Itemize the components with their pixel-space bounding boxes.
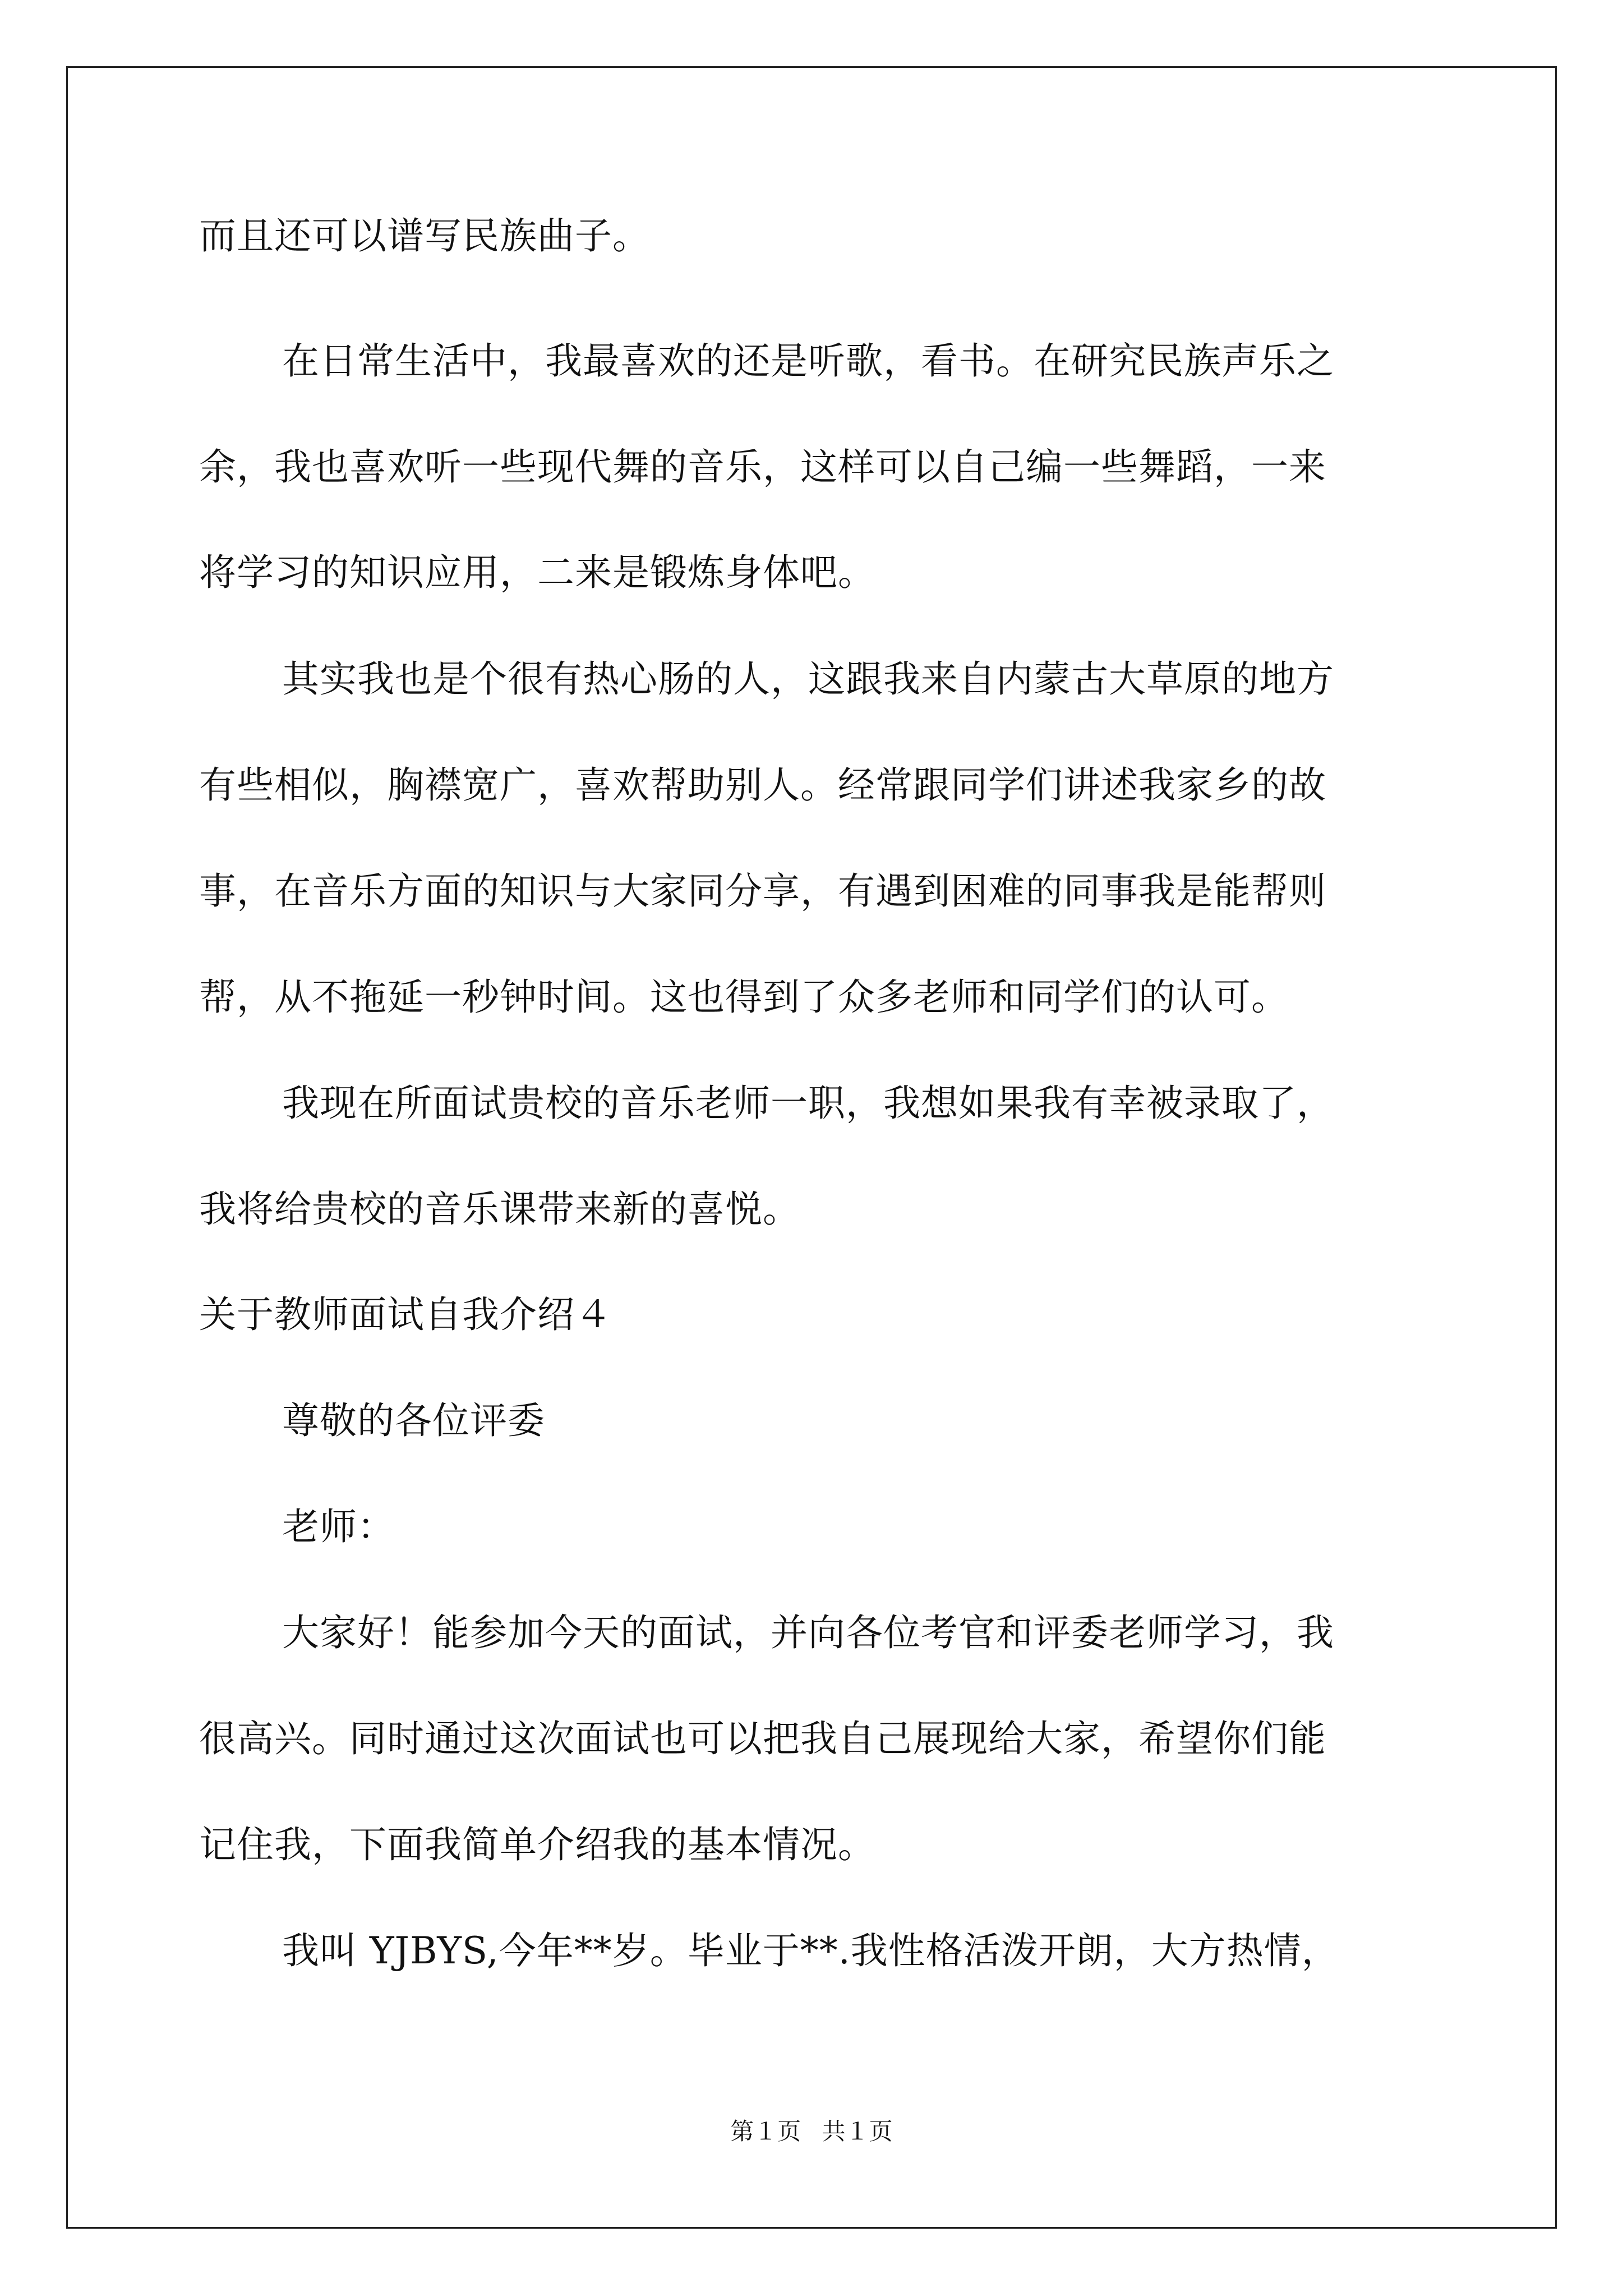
text-line: 我现在所面试贵校的音乐老师一职，我想如果我有幸被录取了， bbox=[282, 1082, 1334, 1125]
page-number-total: 共１页 bbox=[822, 2118, 893, 2145]
text-line: 帮，从不拖延一秒钟时间。这也得到了众多老师和同学们的认可。 bbox=[199, 976, 1289, 1019]
text-line: 我叫 YJBYS,今年**岁。毕业于**.我性格活泼开朗，大方热情， bbox=[282, 1929, 1339, 1972]
text-line: 大家好！能参加今天的面试，并向各位考官和评委老师学习，我 bbox=[282, 1611, 1334, 1654]
text-line: 很高兴。同时通过这次面试也可以把我自己展现给大家，希望你们能 bbox=[199, 1717, 1326, 1760]
text-line: 而且还可以谱写民族曲子。 bbox=[199, 214, 650, 257]
text-line: 将学习的知识应用，二来是锻炼身体吧。 bbox=[199, 551, 875, 594]
text-line: 老师： bbox=[282, 1505, 395, 1548]
text-line: 我将给贵校的音乐课带来新的喜悦。 bbox=[199, 1188, 800, 1231]
text-line: 事，在音乐方面的知识与大家同分享，有遇到困难的同事我是能帮则 bbox=[199, 869, 1326, 913]
page-number-current: 第１页 bbox=[730, 2118, 801, 2145]
text-line: 余，我也喜欢听一些现代舞的音乐，这样可以自己编一些舞蹈，一来 bbox=[199, 445, 1326, 489]
text-line: 有些相似，胸襟宽广，喜欢帮助别人。经常跟同学们讲述我家乡的故 bbox=[199, 763, 1326, 807]
text-line: 其实我也是个很有热心肠的人，这跟我来自内蒙古大草原的地方 bbox=[282, 657, 1334, 701]
text-line: 尊敬的各位评委 bbox=[282, 1399, 545, 1442]
text-line: 记住我，下面我简单介绍我的基本情况。 bbox=[199, 1823, 875, 1866]
page-footer bbox=[0, 2118, 1623, 2145]
section-heading: 关于教师面试自我介绍４ bbox=[199, 1293, 612, 1336]
text-line: 在日常生活中，我最喜欢的还是听歌，看书。在研究民族声乐之 bbox=[282, 339, 1334, 383]
page-border bbox=[66, 66, 1557, 2229]
